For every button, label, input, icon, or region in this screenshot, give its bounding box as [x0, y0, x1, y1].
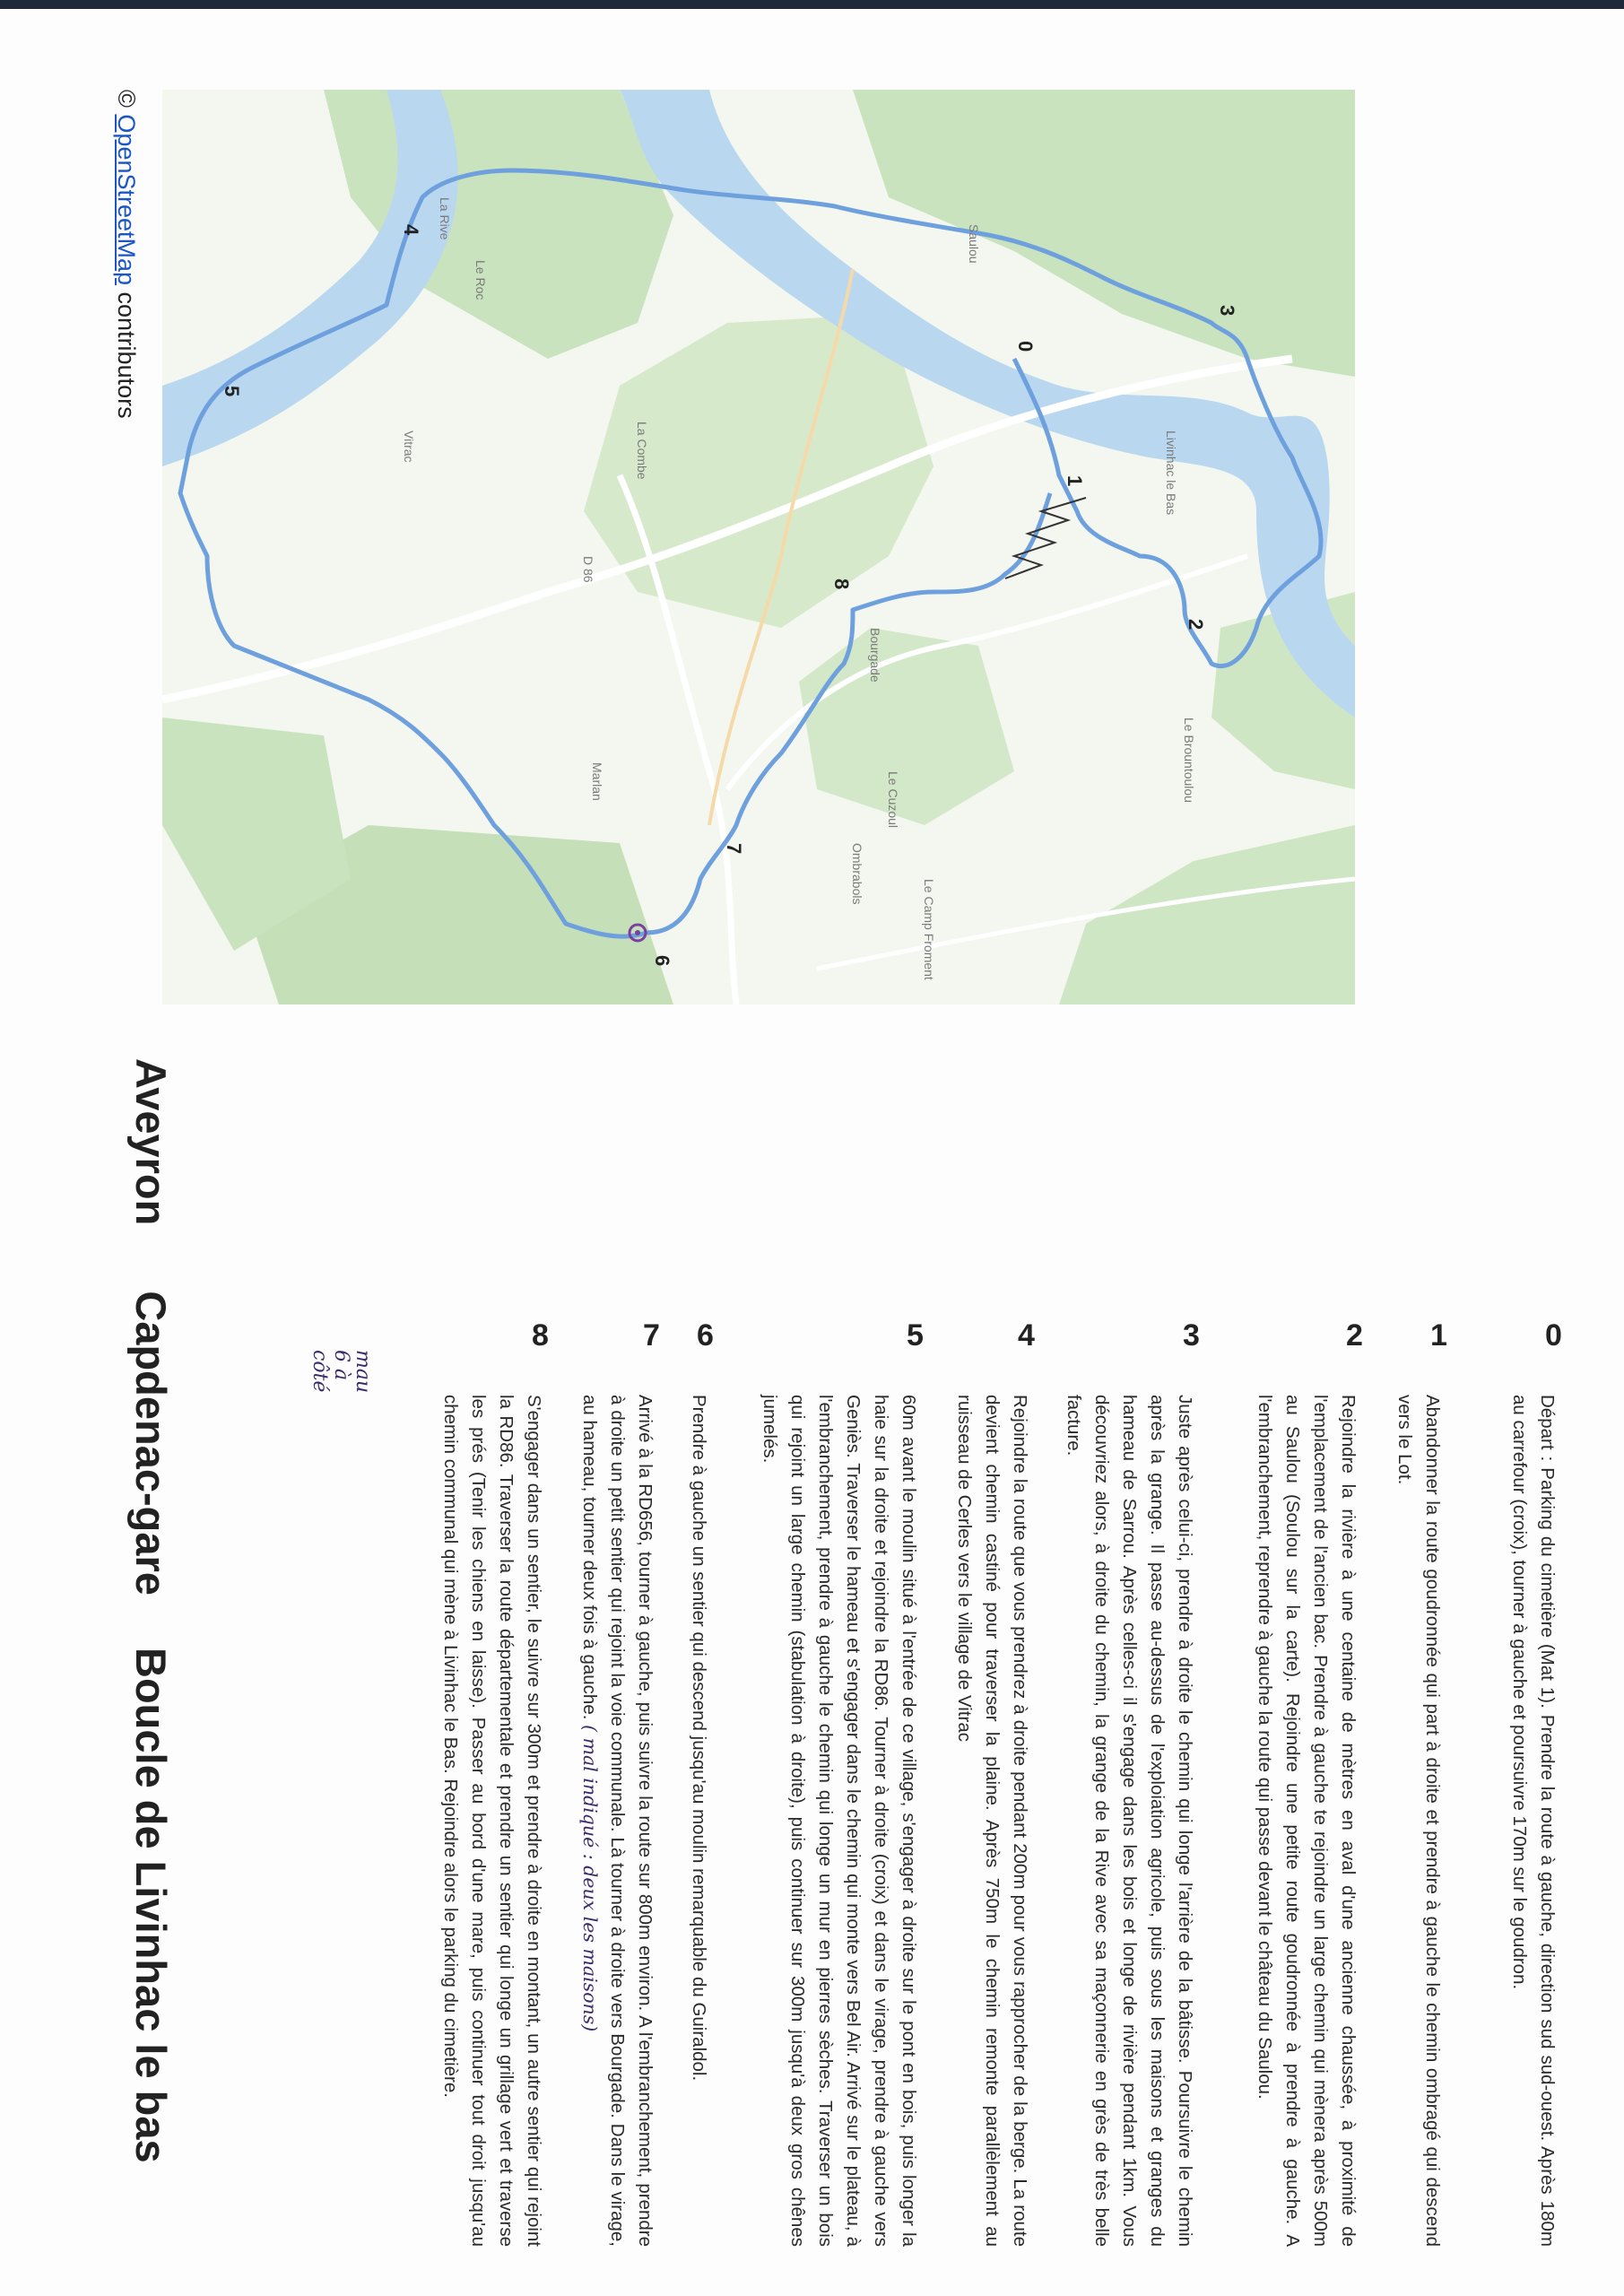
place-label: Marlan [590, 762, 604, 801]
marker-icon [635, 930, 640, 935]
step-text: Arrivé à la RD656, tourner à gauche, puis suivre la route sur 800m environ. A l'embranchement, prendre à droite un petit sentier qui rejoint la voie communale. Là tourner à droite vers Bourgade. Dans le virage, au hameau, tourner deux fois à gauche. ( mal indiqué : deux les maisons) [579, 1395, 656, 2247]
step-text: Prendre à gauche un sentier qui descend jusqu'au moulin remarquable du Guiraldol. [689, 1395, 709, 2082]
department-name: Aveyron [127, 1058, 175, 1226]
step-number: 8 [532, 1318, 549, 1352]
step-text: Juste après celui-ci, prendre à droite le chemin qui longe l'arrière de la bâtisse. Poursuivre le chemin après la grange. Il passe au-dessus de l'exploiation agricole, puis sous les maisons et granges du hameau de Sarrou. Après celles-ci il s'engage dans les bois et longe de rivière pendant 1km. Vous découvriez alors, à droite du chemin, la grange de la Rive avec sa maçonnerie en grès de très belle facture. [1064, 1395, 1195, 2247]
waypoint-label: 1 [1064, 475, 1086, 487]
waypoint-label: 6 [651, 955, 673, 967]
place-label: Le Cuzoul [886, 771, 900, 829]
place-label: La Combe [635, 422, 649, 480]
step-text: Départ : Parking du cimetière (Mat 1). Prendre la route à gauche, direction sud sud-ouest. Après 180m au carrefour (croix), tourner à gauche et poursuivre 170m sur le goudron. [1509, 1395, 1558, 2247]
osm-attribution [112, 90, 140, 419]
waypoint-label: 8 [830, 578, 853, 590]
copyright-symbol: © [113, 90, 140, 108]
route-steps [162, 1318, 1562, 2251]
step-number: 4 [1018, 1318, 1035, 1352]
handwritten-margin-note: mau 6 à côté [308, 1350, 374, 1394]
place-label: Le Brountoulou [1182, 718, 1196, 803]
step-number: 1 [1430, 1318, 1447, 1352]
place-label: Ombrabols [850, 843, 864, 905]
step-number: 2 [1346, 1318, 1363, 1352]
place-label: Saulou [967, 224, 981, 264]
place-label: La Rive [438, 197, 452, 240]
place-label: Bourgade [868, 628, 882, 683]
waypoint-label: 3 [1216, 305, 1238, 317]
osm-link[interactable]: OpenStreetMap [113, 114, 140, 286]
step-number: 6 [697, 1318, 714, 1352]
osm-contributors: contributors [113, 285, 140, 419]
waypoint-label: 0 [1014, 341, 1037, 352]
place-label: Le Camp Froment [922, 879, 936, 980]
step-number: 5 [907, 1318, 924, 1352]
place-label: D 86 [581, 556, 595, 583]
step-text: 60m avant le moulin situé à l'entrée de ce village, s'engager à droite sur le pont en bois, puis longer la haie sur la droite et rejoindre la RD86. Tourner à droite (croix) et dans le virage, prendre à gauche vers Geniès. Traverser le hameau et s'engager dans le chemin qui monte vers Bel Air. Arrivé sur le plateau, à l'embranchement, prendre à gauche le chemin qui longe un mur en pierres sèches. Traverser un bois qui rejoint un large chemin (stabulation à droite), puis continuer sur 300m jusqu'à deux gros chênes jumelés. [760, 1395, 919, 2247]
route-name: Boucle de Livinhac le bas [127, 1648, 175, 2163]
waypoint-label: 5 [221, 386, 243, 397]
step-text: Rejoindre la route que vous prendrez à droite pendant 200m pour vous rapprocher de la berge. La route devient chemin castiné pour traverser la plaine. Après 750m le chemin remonte parallèlement au ruisseau de Cerles vers le village de Vitrac [954, 1395, 1030, 2247]
place-label: Le Roc [473, 260, 488, 300]
place-label: Livinhac le Bas [1164, 430, 1178, 516]
step-number: 0 [1545, 1318, 1562, 1352]
map-svg [162, 90, 1355, 1004]
step-number: 3 [1183, 1318, 1200, 1352]
waypoint-label: 7 [723, 843, 745, 855]
waypoint-label: 4 [400, 224, 422, 236]
handwritten-note: ( mal indiqué : deux les maisons) [579, 1725, 601, 2032]
step-number: 7 [643, 1318, 660, 1352]
waypoint-label: 2 [1185, 619, 1207, 631]
step-text: Rejoindre la rivière à une centaine de mètres en aval d'une ancienne chaussée, à proximité de l'emplacement de l'ancien bac. Prendre à gauche te rejoindre un large chemin qui mènera après 500m au Saulou (Soulou sur la carte). Rejoindre une petite route goudronnée à prendre à gauche. A l'embranchement, reprendre à gauche la route qui passe devant le château du Saulou. [1255, 1395, 1359, 2247]
step-text: S'engager dans un sentier, le suivre sur 300m et prendre à droite en montant, un autre sentier qui rejoint la RD86. Traverser la route départementale et prendre un sentier qui longe un grillage vert et traverse les prés (Tenir les chiens en laisse). Passer au bord d'une mare, puis continuer tout droit jusqu'au chemin communal qui mène à Livinhac le Bas. Rejoindre alors le parking du cimetière. [440, 1395, 544, 2247]
route-map [162, 90, 1355, 1004]
place-label: Vitrac [402, 430, 416, 463]
step-text: Abandonner la route goudronnée qui part à droite et prendre à gauche le chemin ombragé qui descend vers le Lot. [1394, 1395, 1443, 2247]
locations: Capdenac-gare [127, 1291, 175, 1596]
